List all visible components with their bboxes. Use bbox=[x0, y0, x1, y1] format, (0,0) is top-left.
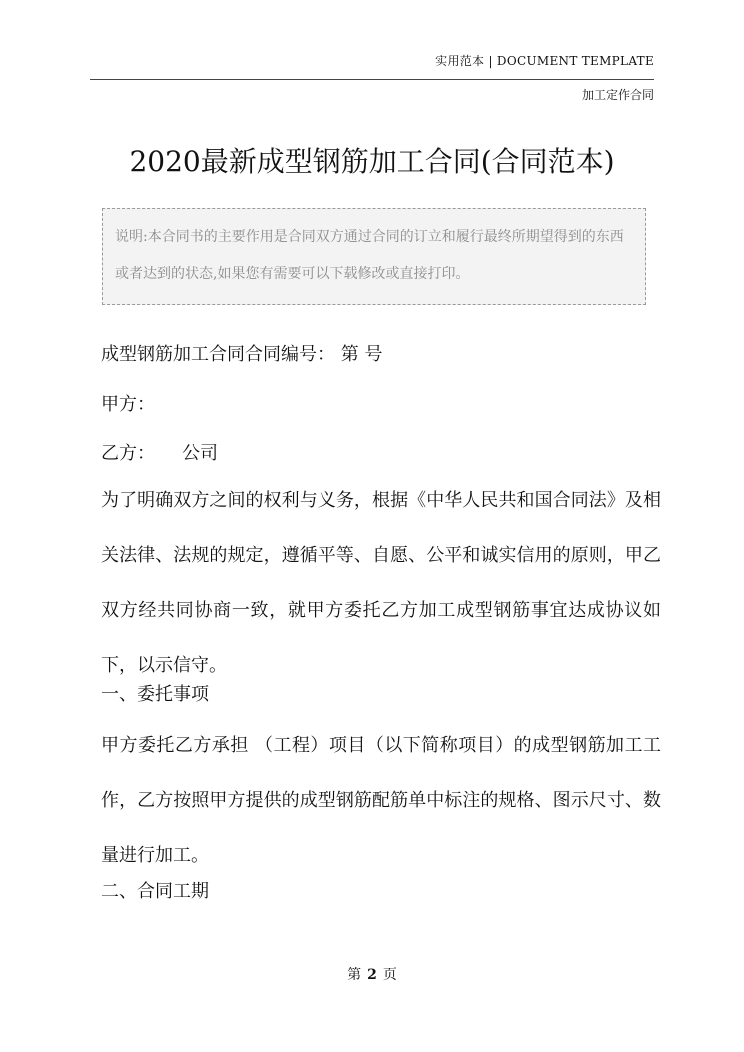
section-1-heading: 一、委托事项 bbox=[101, 684, 209, 705]
intro-paragraph: 为了明确双方之间的权利与义务，根据《中华人民共和国合同法》及相关法律、法规的规定，遵循平等、自愿、公平和诚实信用的原则，甲乙双方经共同协商一致，就甲方委托乙方加工成型钢筋事宜达成协议如下，以示信守。 bbox=[101, 490, 661, 676]
section-1-paragraph: 甲方委托乙方承担 （工程）项目（以下简称项目）的成型钢筋加工工作，乙方按照甲方提供的成型钢筋配筋单中标注的规格、图示尺寸、数量进行加工。 bbox=[101, 735, 661, 866]
party-b-line: 乙方： 公司 bbox=[101, 443, 218, 464]
contract-number-line: 成型钢筋加工合同合同编号： 第 号 bbox=[101, 344, 383, 365]
footer-suffix: 页 bbox=[382, 967, 397, 983]
note-text: 说明:本合同书的主要作用是合同双方通过合同的订立和履行最终所期望得到的东西或者达到的状态,如果您有需要可以下载修改或直接打印。 bbox=[115, 229, 624, 282]
section-2-heading: 二、合同工期 bbox=[101, 881, 209, 902]
header-category: 加工定作合同 bbox=[581, 88, 654, 102]
party-a-line: 甲方： bbox=[101, 394, 155, 415]
footer-prefix: 第 bbox=[347, 967, 362, 983]
header-divider bbox=[90, 79, 654, 80]
document-title: 2020最新成型钢筋加工合同(合同范本) bbox=[129, 145, 615, 178]
note-box bbox=[102, 208, 646, 305]
page-footer bbox=[0, 964, 744, 984]
page-number: 2 bbox=[367, 967, 377, 983]
header-document-template: 实用范本 | DOCUMENT TEMPLATE bbox=[435, 54, 654, 68]
